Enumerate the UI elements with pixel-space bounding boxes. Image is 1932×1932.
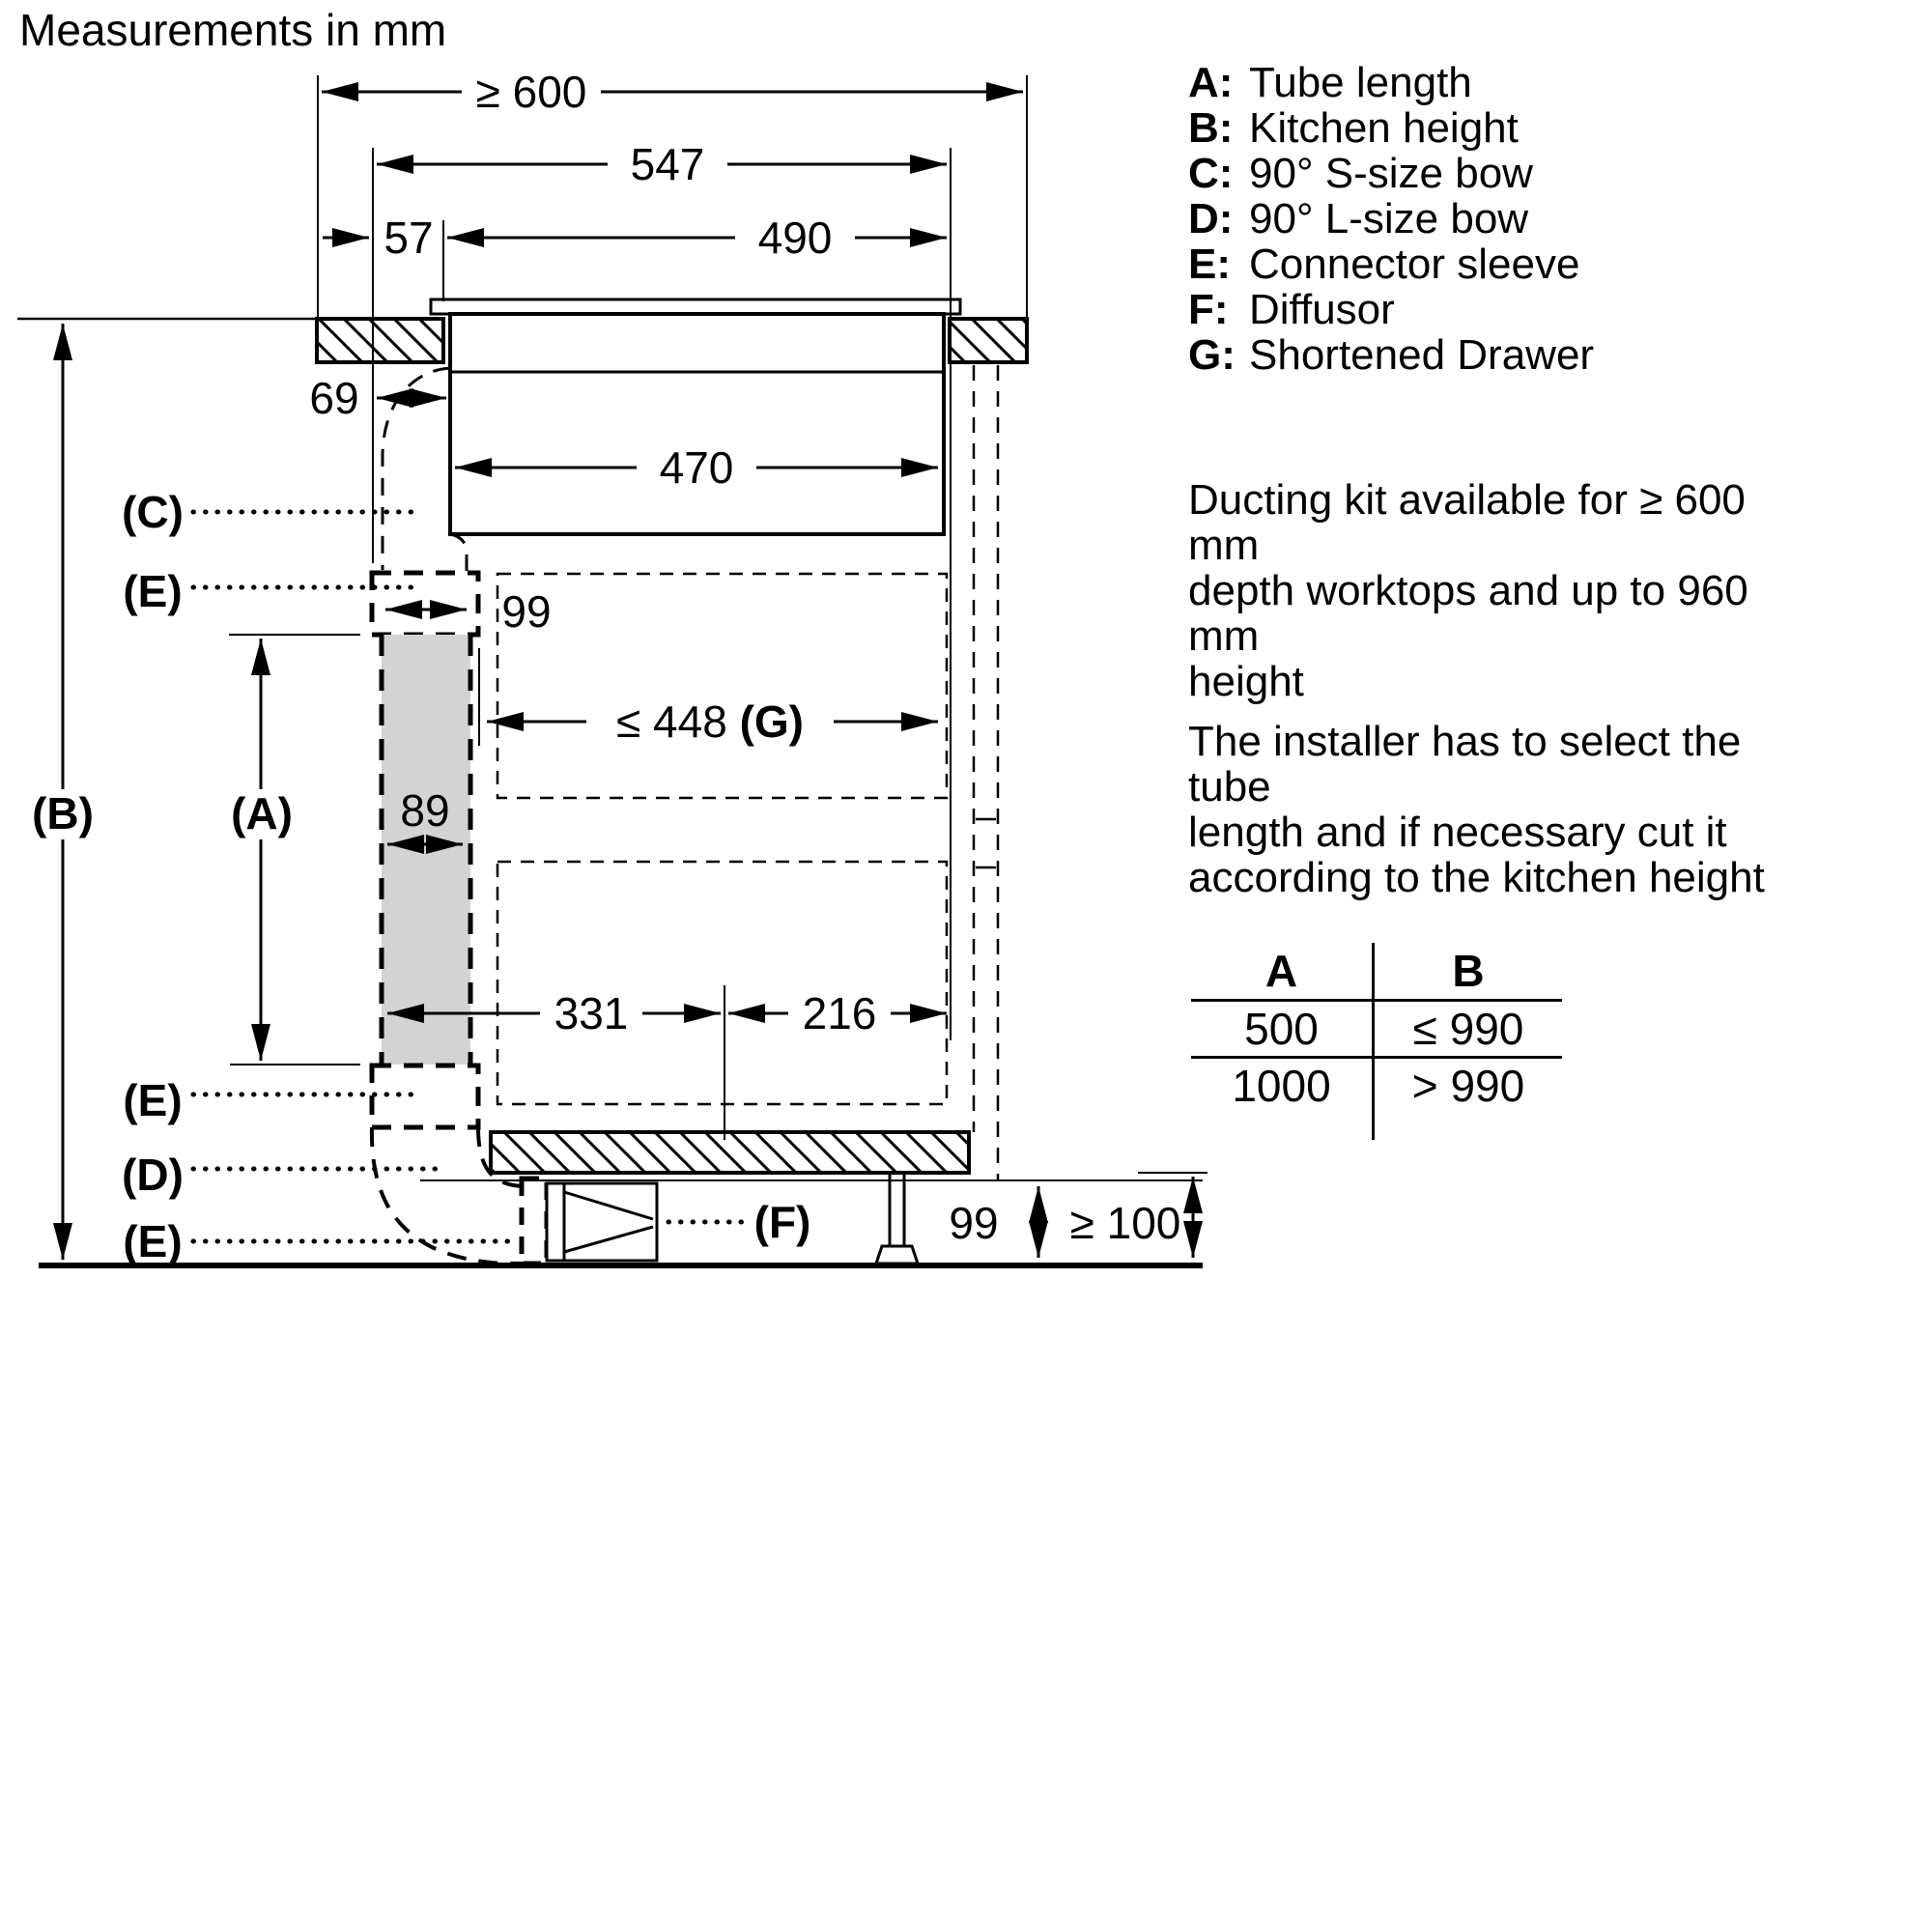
dim-worktop-depth: ≥ 600	[475, 67, 587, 117]
dimension-lines	[63, 92, 1193, 1260]
label-sleeve-top: (E)	[123, 566, 183, 616]
dim-front-offset: 57	[384, 213, 434, 263]
dim-tube-width: 89	[400, 785, 450, 836]
dim-plinth-clearance: ≥ 100	[1069, 1198, 1181, 1248]
tube	[382, 635, 470, 1065]
cabinet-back-panel	[974, 365, 998, 1180]
legend-item-f: F: Diffusor	[1188, 286, 1395, 333]
dim-hob-depth: 490	[757, 213, 833, 263]
label-s-bow: (C)	[122, 487, 184, 537]
note-installer: The installer has to select the tube length and if necessary cut it according to the kitchen height	[1188, 718, 1765, 901]
tube-length-table	[1191, 943, 1562, 1140]
dim-duct-front: 216	[802, 988, 877, 1038]
table-row: 1000 > 990	[1191, 1059, 1562, 1113]
label-diffusor: (F)	[753, 1197, 811, 1247]
connector-sleeve-top	[372, 573, 478, 635]
label-tube-length: (A)	[231, 788, 293, 838]
hob-body	[450, 314, 944, 534]
dim-inset: 69	[309, 373, 359, 423]
legend-item-e: E: Connector sleeve	[1188, 241, 1580, 288]
table-header-b: B	[1372, 943, 1562, 999]
label-kitchen-height: (B)	[32, 788, 94, 838]
note-ducting-kit: Ducting kit available for ≥ 600 mm depth worktops and up to 960 mm height	[1188, 476, 1748, 705]
legend-item-g: G: Shortened Drawer	[1188, 331, 1595, 379]
drawer-lower-outline	[497, 862, 947, 1104]
table-divider-tail	[1191, 1113, 1562, 1140]
legend	[1188, 60, 1594, 378]
dim-connector-width: 99	[501, 586, 552, 637]
worktop-hatch-left	[317, 319, 443, 362]
table-header-row	[1191, 943, 1562, 1002]
page-title: Measurements in mm	[19, 5, 447, 55]
table-row: 500 ≤ 990	[1191, 1002, 1562, 1059]
label-l-bow: (D)	[122, 1150, 184, 1200]
dim-cutout-depth: 547	[630, 139, 705, 189]
label-sleeve-bottom: (E)	[123, 1216, 183, 1266]
hob	[431, 299, 960, 534]
legend-item-c: C: 90° S-size bow	[1188, 150, 1533, 197]
installation-diagram	[0, 0, 1208, 1304]
legend-item-a: A: Tube length	[1188, 59, 1472, 106]
legend-item-b: B: Kitchen height	[1188, 104, 1519, 152]
legend-item-d: D: 90° L-size bow	[1188, 195, 1529, 242]
cabinet-bottom-shelf	[491, 1132, 969, 1173]
connector-sleeve-bottom	[522, 1179, 547, 1264]
drawer-upper-outline	[497, 574, 947, 798]
dim-diffusor-height: 99	[949, 1198, 999, 1248]
dim-duct-back: 331	[554, 988, 629, 1038]
cabinet-foot	[876, 1173, 918, 1264]
dim-shortened-drawer: ≤ 448 (G)	[616, 696, 804, 747]
table-header-a: A	[1264, 946, 1298, 996]
hob-glass-plate	[431, 299, 960, 314]
diffusor	[547, 1183, 657, 1261]
worktop-hatch-right	[950, 319, 1027, 362]
label-sleeve-mid: (E)	[123, 1075, 183, 1125]
dim-hob-body-depth: 470	[659, 442, 734, 493]
